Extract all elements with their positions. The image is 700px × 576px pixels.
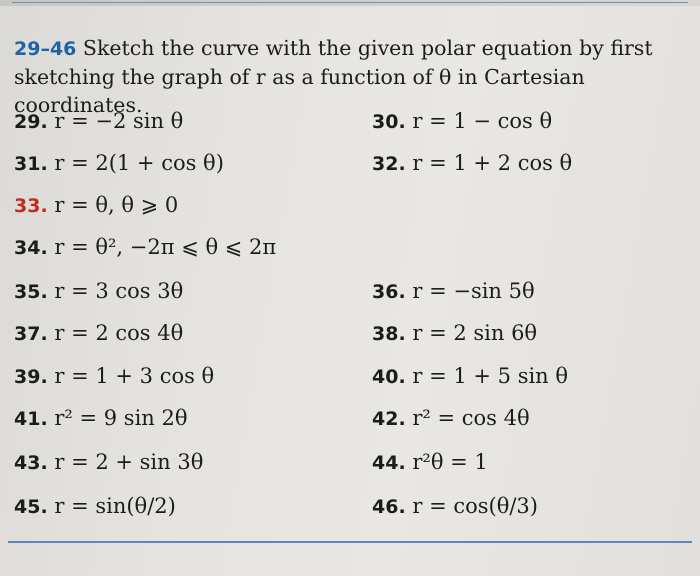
problem-number: 36. [372, 281, 406, 303]
problem-equation: r = cos(θ/3) [412, 494, 538, 518]
top-rule [0, 0, 700, 6]
problem-equation: r = 3 cos 3θ [54, 279, 184, 303]
problem-31 [14, 148, 224, 179]
problem-equation: r = θ², −2π ⩽ θ ⩽ 2π [54, 235, 277, 259]
problem-number: 43. [14, 452, 48, 474]
problem-number: 44. [372, 452, 406, 474]
problem-32 [372, 148, 572, 179]
problem-equation: r² = 9 sin 2θ [54, 406, 188, 430]
problem-equation: r = 1 + 2 cos θ [412, 151, 573, 175]
problem-equation: r = −sin 5θ [412, 279, 535, 303]
problem-row [0, 447, 700, 477]
problem-number: 34. [14, 237, 48, 259]
problem-equation: r = −2 sin θ [54, 109, 184, 133]
problem-number: 29. [14, 111, 48, 133]
problem-40 [372, 361, 568, 392]
problem-45 [14, 491, 176, 522]
problem-number: 42. [372, 408, 406, 430]
problem-row [0, 276, 700, 306]
problem-row [0, 232, 700, 262]
problem-equation: r = 1 + 5 sin θ [412, 364, 569, 388]
problem-number: 41. [14, 408, 48, 430]
problem-number: 31. [14, 153, 48, 175]
problem-equation: r = 2 sin 6θ [412, 321, 538, 345]
problem-row [0, 190, 700, 220]
problem-equation: r = θ, θ ⩾ 0 [54, 193, 179, 217]
problem-equation: r = 2 cos 4θ [54, 321, 184, 345]
problem-33 [14, 190, 178, 221]
problem-number: 40. [372, 366, 406, 388]
problem-number: 39. [14, 366, 48, 388]
problem-number: 38. [372, 323, 406, 345]
problem-equation: r = sin(θ/2) [54, 494, 176, 518]
problem-46 [372, 491, 538, 522]
problem-equation: r = 2(1 + cos θ) [54, 151, 224, 175]
problem-number: 32. [372, 153, 406, 175]
problem-42 [372, 403, 530, 434]
problem-number: 46. [372, 496, 406, 518]
problem-number: 30. [372, 111, 406, 133]
bottom-rule [8, 541, 692, 543]
problem-43 [14, 447, 203, 478]
problem-30 [372, 106, 552, 137]
problem-number: 35. [14, 281, 48, 303]
problem-34 [14, 232, 276, 263]
problem-row [0, 491, 700, 521]
problem-equation: r = 1 − cos θ [412, 109, 553, 133]
problem-row [0, 148, 700, 178]
exercise-instruction: Sketch the curve with the given polar equation by first sketching the graph of r as a function of θ in Cartesian coordinates. [14, 36, 653, 117]
problem-equation: r = 1 + 3 cos θ [54, 364, 215, 388]
problem-row [0, 106, 700, 136]
problem-equation: r = 2 + sin 3θ [54, 450, 204, 474]
problem-row [0, 361, 700, 391]
problem-39 [14, 361, 214, 392]
problem-equation: r² = cos 4θ [412, 406, 530, 430]
problem-36 [372, 276, 535, 307]
problem-equation: r²θ = 1 [412, 450, 488, 474]
exercise-range: 29–46 [14, 38, 77, 60]
problem-number-highlighted: 33. [14, 195, 48, 217]
problem-29 [14, 106, 183, 137]
problem-row [0, 318, 700, 348]
problem-35 [14, 276, 183, 307]
problem-41 [14, 403, 188, 434]
problem-number: 37. [14, 323, 48, 345]
problem-row [0, 403, 700, 433]
problem-44 [372, 447, 488, 478]
problem-37 [14, 318, 183, 349]
problem-38 [372, 318, 537, 349]
problem-number: 45. [14, 496, 48, 518]
